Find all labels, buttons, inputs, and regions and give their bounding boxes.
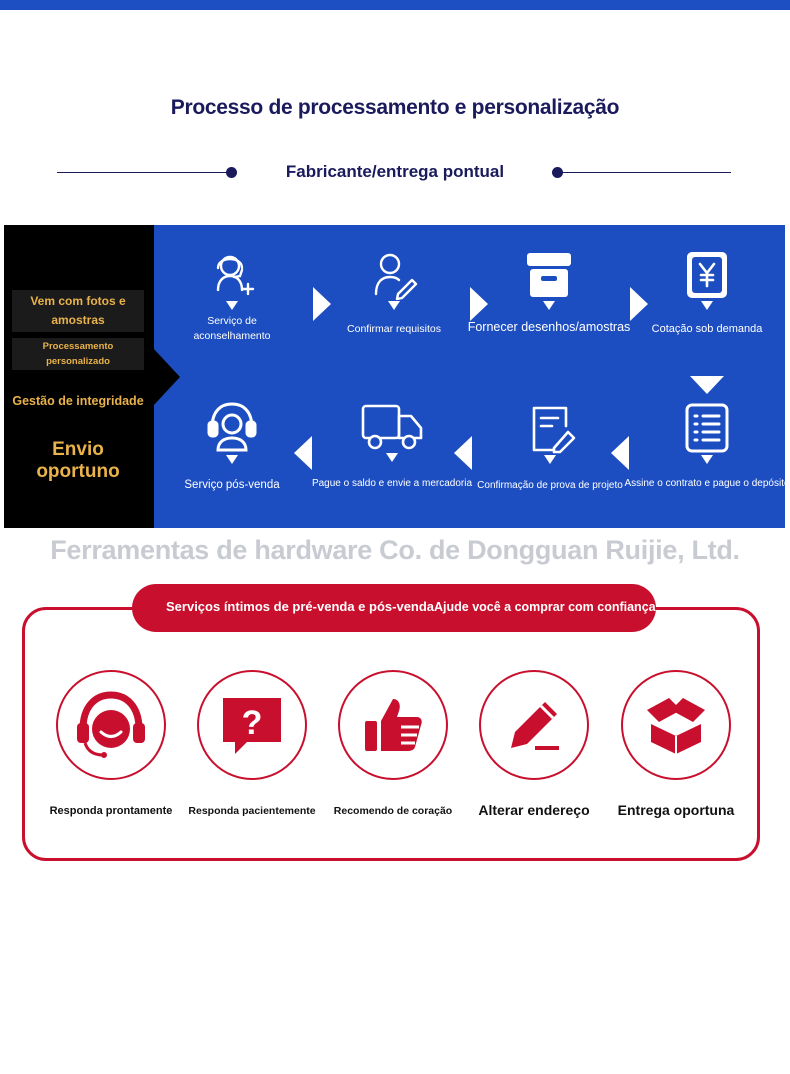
service-label: Responda pacientemente [188,805,316,817]
thumbs-up-icon [361,693,425,757]
step-pointer [386,453,398,462]
service-label: Responda prontamente [49,805,173,817]
service-icon-frame [479,670,589,780]
list-document-icon [681,402,733,454]
service-icon-frame [621,670,731,780]
feature-timely-shipping: Envio oportuno [36,439,120,482]
step-pointer [701,455,713,464]
step-confirm-requirements [309,250,479,337]
service-timely-delivery [606,670,746,818]
step-pointer [701,301,713,310]
service-icon-frame [197,670,307,780]
step-pointer [544,455,556,464]
service-respond-promptly [41,670,181,817]
truck-icon [359,402,425,452]
flow-arrow-down [690,376,724,394]
yen-document-icon [681,250,733,300]
divider-line-right [560,172,731,173]
document-tag-icon [524,404,576,454]
service-change-address [464,670,604,818]
step-provide-drawings [464,250,634,335]
step-label: Cotação sob demanda [651,323,763,335]
step-after-sales [147,400,317,493]
step-pointer [226,455,238,464]
step-sign-contract [622,402,790,491]
step-label: Serviço de aconselhamento [193,315,271,342]
consultant-headset-icon [206,250,258,300]
page-title: Processo de processamento e personalização [170,96,620,119]
features-panel-pointer [153,348,180,406]
step-pointer [226,301,238,310]
step-pointer [543,301,555,310]
step-label: Confirmação de prova de projeto [477,480,623,491]
feature-integrity-management: Gestão de integridade [12,394,144,408]
services-title: Serviços íntimos de pré-venda e pós-venda [166,599,435,614]
service-label: Entrega oportuna [617,802,735,818]
service-icon-frame [338,670,448,780]
support-agent-icon [204,400,260,454]
feature-custom-processing: Processamento personalizado [12,338,144,370]
step-label: Confirmar requisitos [347,323,441,335]
service-recommend-heart [323,670,463,817]
page-subtitle: Fabricante/entrega pontual [285,162,505,181]
service-label: Alterar endereço [478,802,590,818]
services-tagline: Ajude você a comprar com confiança [434,600,656,614]
feature-photos-samples: Vem com fotos e amostras [12,290,144,332]
customer-service-icon [71,685,151,765]
company-name: Ferramentas de hardware Co. de Dongguan Ruijie, Ltd. [50,535,740,565]
pencil-icon [501,692,567,758]
svg-text:?: ? [241,704,263,742]
step-label: Pague o saldo e envie a mercadoria [311,478,473,489]
step-quotation [622,250,790,337]
step-pointer [388,301,400,310]
service-respond-patiently [182,670,322,817]
step-label: Fornecer desenhos/amostras [467,320,631,334]
step-label: Assine o contrato e pague o depósito [624,478,790,489]
user-edit-icon [368,250,420,300]
step-pay-balance [307,402,477,491]
top-accent-bar [0,0,790,10]
step-project-proof [465,404,635,493]
open-box-icon [641,690,711,760]
step-label: Serviço pós-venda [184,479,280,491]
service-label: Recomendo de coração [333,805,453,817]
step-consultation [147,250,317,344]
services-header [132,584,656,632]
service-icon-frame [56,670,166,780]
question-bubble-icon [217,690,287,760]
box-icon [523,250,575,300]
